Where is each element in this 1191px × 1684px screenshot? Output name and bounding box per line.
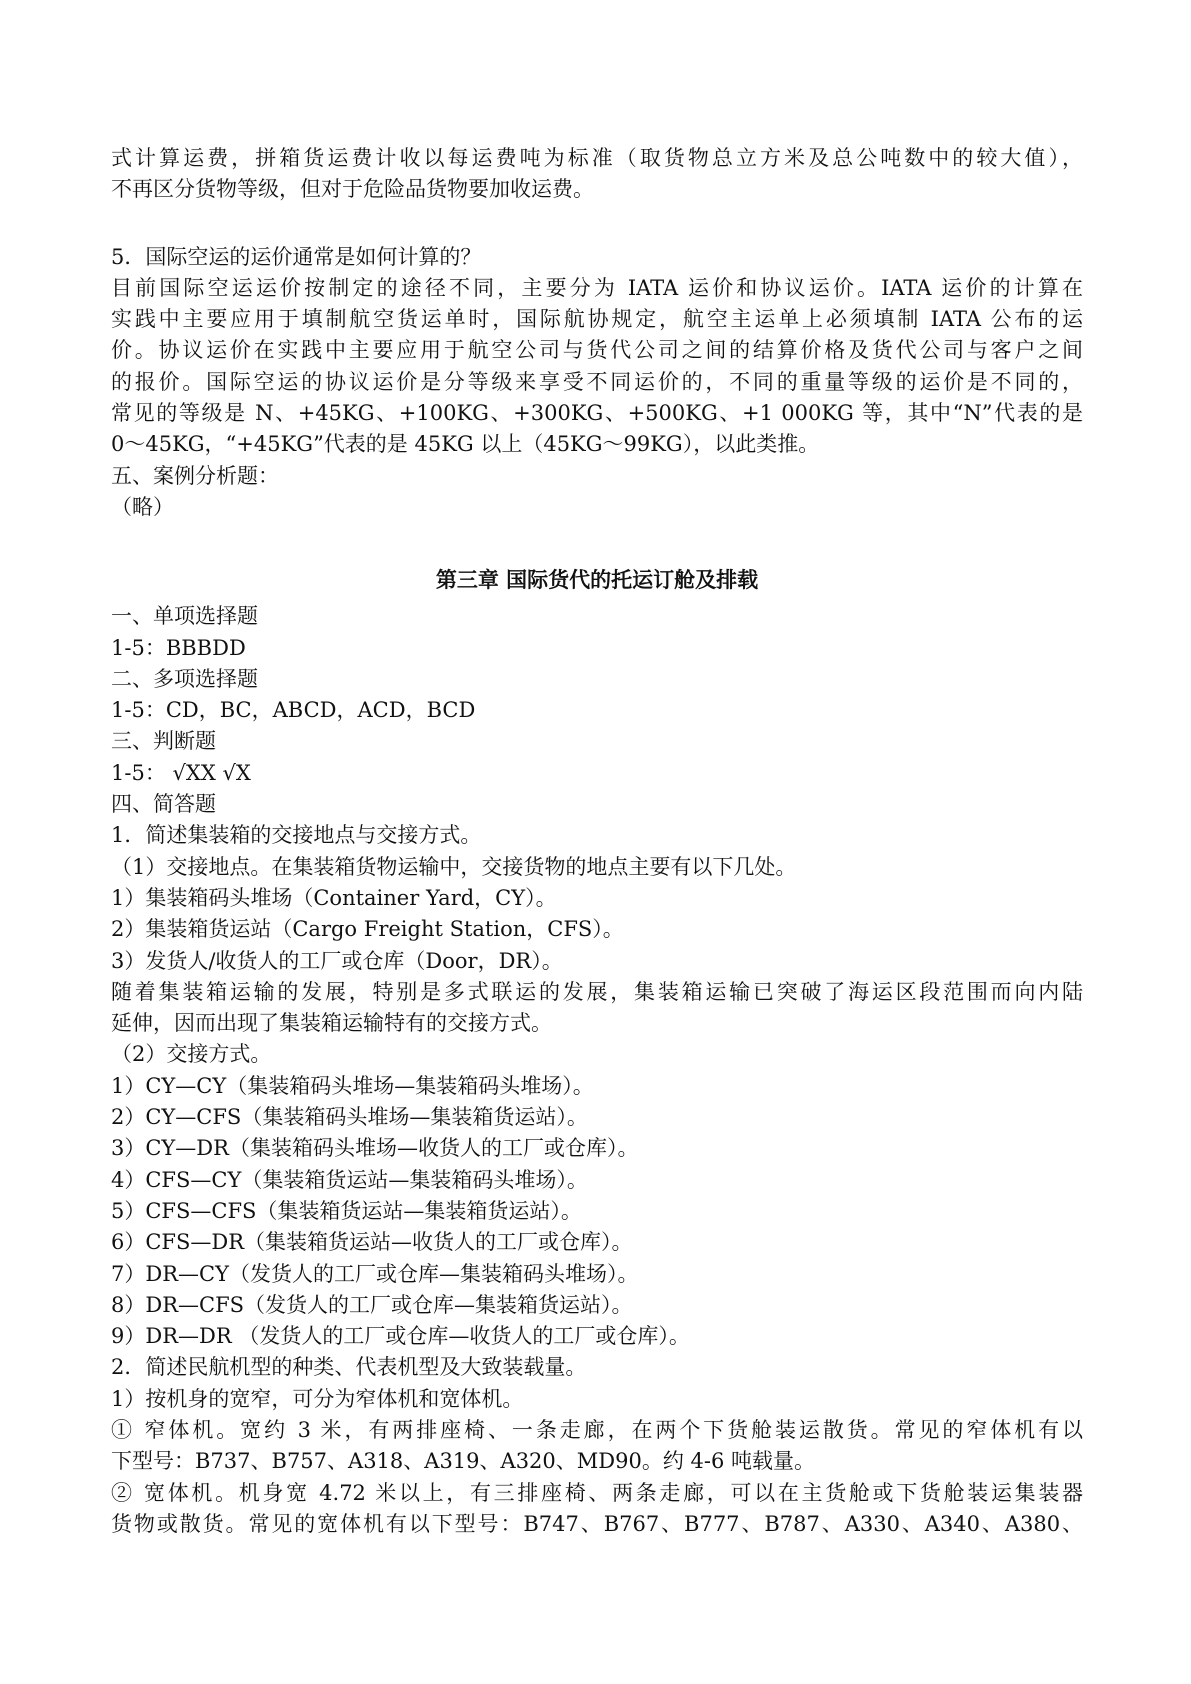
section-answer: 1-5： √XX √X: [111, 760, 251, 785]
list-item: 2）CY—CFS（集装箱码头堆场—集装箱货运站）。: [111, 1105, 588, 1130]
case-heading: 五、案例分析题：: [111, 463, 279, 488]
list-item: 2）集装箱货运站（Cargo Freight Station，CFS）。: [111, 917, 624, 942]
list-item: 1）按机身的宽窄，可分为窄体机和宽体机。: [111, 1386, 524, 1411]
paragraph-line: ① 窄体机。宽约 3 米，有两排座椅、一条走廊，在两个下货舱装运散货。常见的窄体机有以: [111, 1417, 1083, 1442]
answer-line: 目前国际空运运价按制定的途径不同，主要分为 IATA 运价和协议运价。IATA 运价的计算在: [111, 275, 1083, 300]
list-item: 1）集装箱码头堆场（Container Yard，CY）。: [111, 885, 557, 910]
list-item: 4）CFS—CY（集装箱货运站—集装箱码头堆场）。: [111, 1167, 588, 1192]
place-intro: （1）交接地点。在集装箱货物运输中，交接货物的地点主要有以下几处。: [111, 854, 797, 879]
question-1: 1．简述集装箱的交接地点与交接方式。: [111, 823, 482, 848]
question-2: 2．简述民航机型的种类、代表机型及大致装载量。: [111, 1355, 587, 1380]
list-item: 8）DR—CFS（发货人的工厂或仓库—集装箱货运站）。: [111, 1292, 633, 1317]
paragraph-gap: [111, 523, 1083, 559]
list-item: 1）CY—CY（集装箱码头堆场—集装箱码头堆场）。: [111, 1073, 594, 1098]
chapter-title: 第三章 国际货代的托运订舱及排载: [435, 568, 759, 593]
section-heading: 二、多项选择题: [111, 666, 258, 691]
paragraph-line: ② 宽体机。机身宽 4.72 米以上，有三排座椅、两条走廊，可以在主货舱或下货舱装运集装器: [111, 1480, 1083, 1505]
section-heading: 四、简答题: [111, 792, 216, 817]
answer-line: 常见的等级是 N、+45KG、+100KG、+300KG、+500KG、+1 000KG 等，其中“N”代表的是: [111, 401, 1083, 426]
section-heading: 一、单项选择题: [111, 604, 258, 629]
section-heading: 三、判断题: [111, 729, 216, 754]
methods-intro: （2）交接方式。: [111, 1042, 272, 1067]
case-note: （略）: [111, 494, 174, 519]
question-5: 5．国际空运的运价通常是如何计算的？: [111, 244, 482, 269]
section-answer: 1-5：CD，BC，ABCD，ACD，BCD: [111, 698, 476, 723]
intro-line: 不再区分货物等级，但对于危险品货物要加收运费。: [111, 177, 594, 202]
answer-line: 0～45KG，“+45KG”代表的是 45KG 以上（45KG～99KG），以此类推。: [111, 432, 820, 457]
document-page: [111, 143, 1083, 1540]
list-item: 5）CFS—CFS（集装箱货运站—集装箱货运站）。: [111, 1198, 582, 1223]
list-item: 3）CY—DR（集装箱码头堆场—收货人的工厂或仓库）。: [111, 1136, 639, 1161]
paragraph-line: 随着集装箱运输的发展，特别是多式联运的发展，集装箱运输已突破了海运区段范围而向内陆: [111, 979, 1083, 1004]
section-answer: 1-5：BBBDD: [111, 635, 246, 660]
answer-line: 的报价。国际空运的协议运价是分等级来享受不同运价的，不同的重量等级的运价是不同的，: [111, 369, 1083, 394]
paragraph-line: 下型号：B737、B757、A318、A319、A320、MD90。约 4-6 吨载量。: [111, 1449, 816, 1474]
list-item: 9）DR—DR （发货人的工厂或仓库—收货人的工厂或仓库）。: [111, 1324, 690, 1349]
intro-line: 式计算运费，拼箱货运费计收以每运费吨为标准（取货物总立方米及总公吨数中的较大值），: [111, 146, 1083, 170]
paragraph-line: 货物或散货。常见的宽体机有以下型号：B747、B767、B777、B787、A330、A340、A380、: [111, 1511, 1083, 1536]
paragraph-gap: [111, 206, 1083, 242]
list-item: 6）CFS—DR（集装箱货运站—收货人的工厂或仓库）。: [111, 1230, 633, 1255]
list-item: 3）发货人/收货人的工厂或仓库（Door，DR）。: [111, 948, 563, 973]
answer-line: 价。协议运价在实践中主要应用于航空公司与货代公司之间的结算价格及货代公司与客户之间: [111, 338, 1083, 363]
answer-line: 实践中主要应用于填制航空货运单时，国际航协规定，航空主运单上必须填制 IATA 公布的运: [111, 307, 1083, 332]
paragraph-line: 延伸，因而出现了集装箱运输特有的交接方式。: [111, 1011, 552, 1036]
list-item: 7）DR—CY（发货人的工厂或仓库—集装箱码头堆场）。: [111, 1261, 639, 1286]
